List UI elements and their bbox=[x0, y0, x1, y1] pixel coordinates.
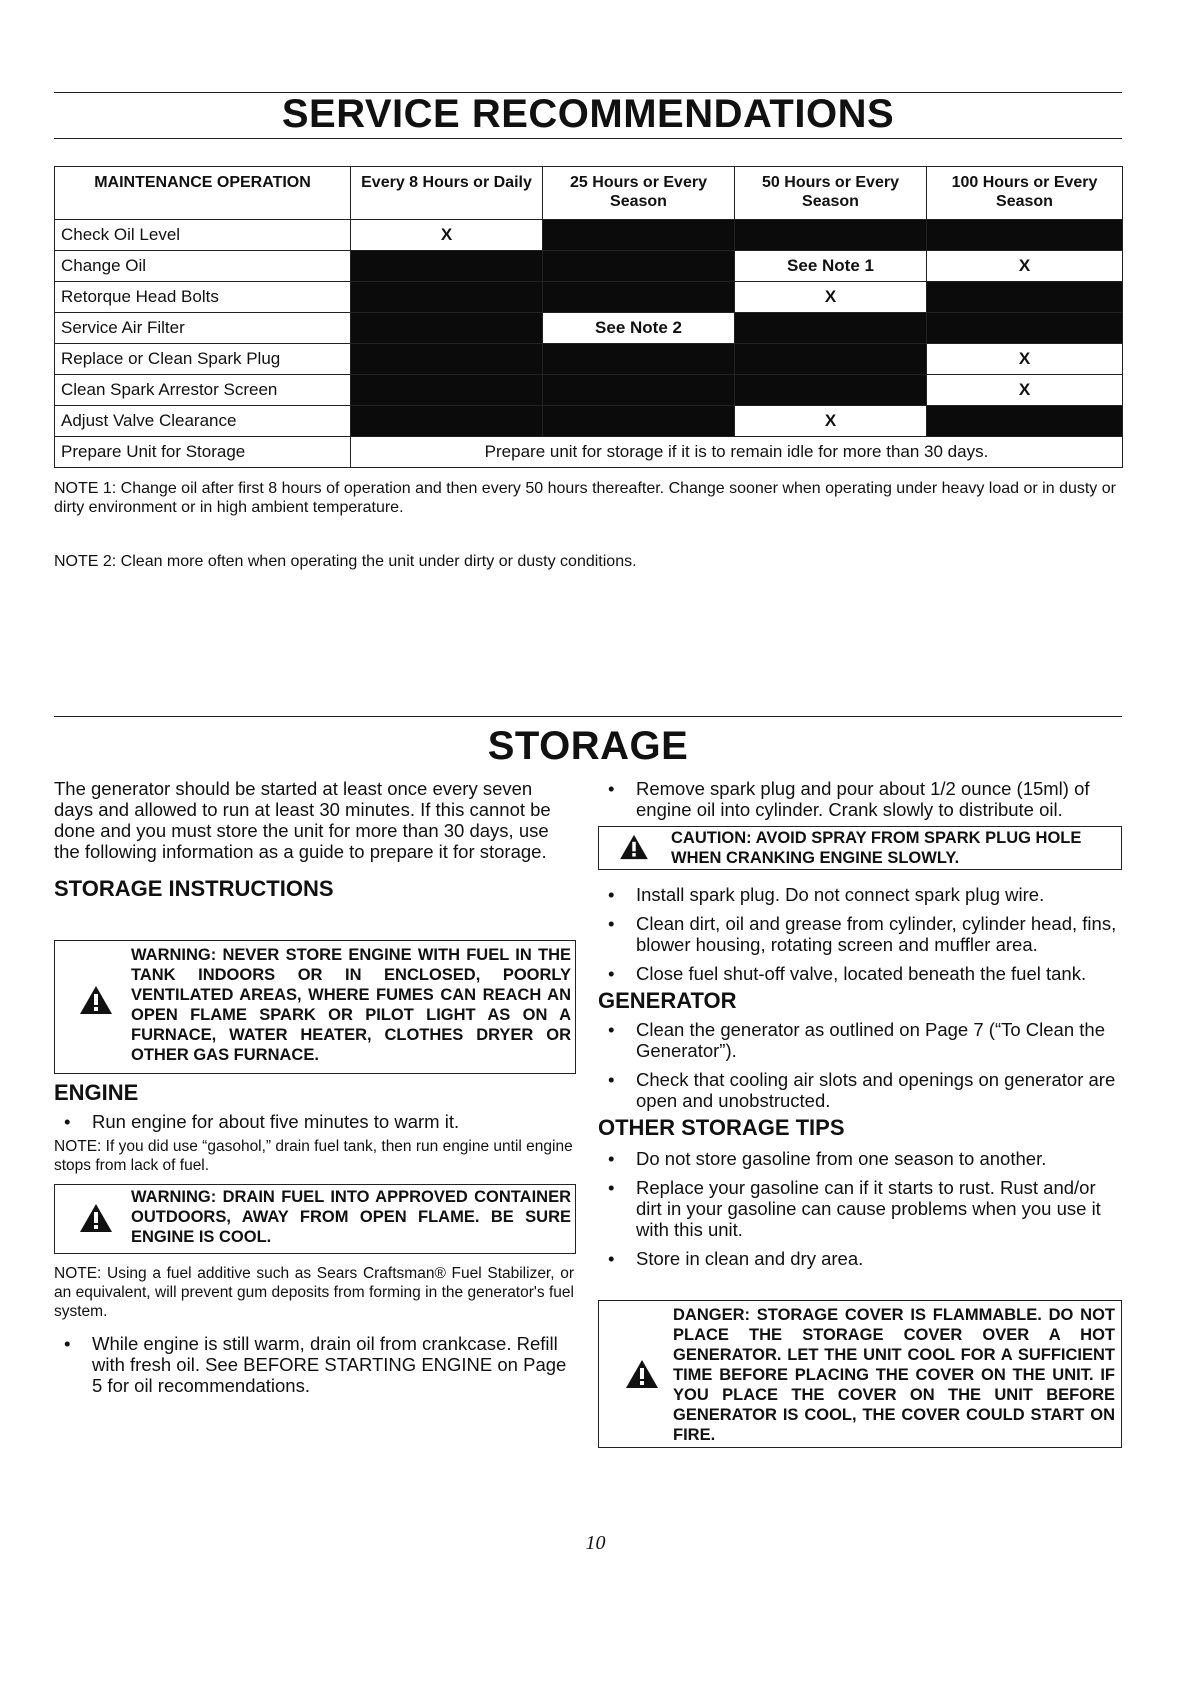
shaded-cell bbox=[927, 313, 1123, 344]
operation-cell: Change Oil bbox=[55, 251, 351, 282]
gasohol-note: NOTE: If you did use “gasohol,” drain fuel tank, then run engine until engine stops from lack of fuel. bbox=[54, 1138, 573, 1174]
shaded-cell bbox=[927, 220, 1123, 251]
danger-text: DANGER: STORAGE COVER IS FLAMMABLE. DO NOT PLACE THE STORAGE COVER OVER A HOT GENERATOR. LET THE UNIT COOL FOR A SUFFICIENT TIME BEFORE PLACING THE COVER ON THE UNIT. IF YOU PLACE THE COVER ON THE UNIT BEFORE GENERATOR IS COOL, THE COVER COULD START ON FIRE. bbox=[673, 1306, 1115, 1444]
shaded-cell bbox=[543, 251, 735, 282]
shaded-cell bbox=[543, 282, 735, 313]
warning-box-fuel-storage bbox=[54, 940, 576, 1074]
table-row bbox=[55, 375, 1123, 406]
storage-top-rule bbox=[54, 716, 1122, 717]
shaded-cell bbox=[543, 344, 735, 375]
shaded-cell bbox=[351, 375, 543, 406]
interval-cell: X bbox=[735, 282, 927, 313]
service-title: SERVICE RECOMMENDATIONS bbox=[281, 92, 895, 136]
spark-plug-bullet: • Remove spark plug and pour about 1/2 ounce (15ml) of engine oil into cylinder. Crank slowly to distribute oil. bbox=[608, 778, 1090, 820]
header-cell: MAINTENANCE OPERATION bbox=[55, 167, 351, 220]
generator-heading: GENERATOR bbox=[598, 988, 737, 1013]
clean-dirt-bullet: • Clean dirt, oil and grease from cylinder, cylinder head, fins, blower housing, rotating screen and muffler area. bbox=[608, 913, 1117, 955]
warning-text: WARNING: DRAIN FUEL INTO APPROVED CONTAINER OUTDOORS, AWAY FROM OPEN FLAME. BE SURE ENGINE IS COOL. bbox=[131, 1188, 571, 1246]
interval-cell: X bbox=[927, 344, 1123, 375]
header-cell: Every 8 Hours or Daily bbox=[351, 167, 543, 220]
tip-bullet: • Do not store gasoline from one season to another. bbox=[608, 1148, 1047, 1169]
interval-cell: X bbox=[735, 406, 927, 437]
operation-cell: Service Air Filter bbox=[55, 313, 351, 344]
other-tips-heading: OTHER STORAGE TIPS bbox=[598, 1115, 845, 1140]
table-header-row bbox=[55, 167, 1123, 220]
table-row bbox=[55, 313, 1123, 344]
shaded-cell bbox=[735, 375, 927, 406]
operation-cell: Replace or Clean Spark Plug bbox=[55, 344, 351, 375]
interval-cell: X bbox=[927, 375, 1123, 406]
tip-bullet: • Store in clean and dry area. bbox=[608, 1248, 864, 1269]
warning-triangle-icon bbox=[79, 985, 113, 1020]
tip-bullet: • Replace your gasoline can if it starts to rust. Rust and/or dirt in your gasoline can cause problems when you use it with this unit. bbox=[608, 1177, 1101, 1240]
right-column-top bbox=[598, 778, 1122, 820]
shaded-cell bbox=[543, 375, 735, 406]
shaded-cell bbox=[735, 220, 927, 251]
shaded-cell bbox=[543, 406, 735, 437]
warning-triangle-icon bbox=[625, 1359, 659, 1394]
table-row bbox=[55, 406, 1123, 437]
warning-triangle-icon bbox=[79, 1203, 113, 1238]
page-number: 10 bbox=[585, 1532, 606, 1554]
note-2: NOTE 2: Clean more often when operating the unit under dirty or dusty conditions. bbox=[54, 553, 637, 570]
shaded-cell bbox=[927, 282, 1123, 313]
storage-title: STORAGE bbox=[487, 724, 689, 768]
left-column bbox=[54, 778, 574, 899]
engine-bullet: • Run engine for about five minutes to warm it. bbox=[64, 1111, 460, 1132]
operation-cell: Retorque Head Bolts bbox=[55, 282, 351, 313]
title-underline bbox=[54, 138, 1122, 139]
table-row bbox=[55, 220, 1123, 251]
warning-triangle-icon bbox=[619, 834, 649, 865]
interval-cell: See Note 2 bbox=[543, 313, 735, 344]
shaded-cell bbox=[351, 313, 543, 344]
storage-instructions-heading: STORAGE INSTRUCTIONS bbox=[54, 876, 334, 901]
shaded-cell bbox=[351, 406, 543, 437]
interval-cell: X bbox=[927, 251, 1123, 282]
danger-box-storage-cover bbox=[598, 1300, 1122, 1448]
interval-cell: See Note 1 bbox=[735, 251, 927, 282]
warning-box-drain-fuel bbox=[54, 1184, 576, 1254]
table-row bbox=[55, 344, 1123, 375]
header-cell: 50 Hours or Every Season bbox=[735, 167, 927, 220]
header-cell: 25 Hours or Every Season bbox=[543, 167, 735, 220]
operation-cell: Adjust Valve Clearance bbox=[55, 406, 351, 437]
clean-generator-bullet: • Clean the generator as outlined on Page 7 (“To Clean the Generator”). bbox=[608, 1019, 1105, 1061]
shaded-cell bbox=[735, 313, 927, 344]
engine-section bbox=[54, 1082, 574, 1175]
drain-oil-bullet: • While engine is still warm, drain oil from crankcase. Refill with fresh oil. See BEFORE STARTING ENGINE on Page 5 for oil recommendations. bbox=[64, 1333, 567, 1396]
operation-cell: Clean Spark Arrestor Screen bbox=[55, 375, 351, 406]
install-plug-bullet: • Install spark plug. Do not connect spark plug wire. bbox=[608, 884, 1045, 905]
interval-cell: X bbox=[351, 220, 543, 251]
shaded-cell bbox=[351, 344, 543, 375]
operation-cell: Check Oil Level bbox=[55, 220, 351, 251]
fuel-valve-bullet: • Close fuel shut-off valve, located beneath the fuel tank. bbox=[608, 963, 1087, 984]
shaded-cell bbox=[735, 344, 927, 375]
additive-section bbox=[54, 1264, 574, 1396]
shaded-cell bbox=[351, 282, 543, 313]
additive-note: NOTE: Using a fuel additive such as Sears Craftsman® Fuel Stabilizer, or an equivalent, will prevent gum deposits from forming in the generator's fuel system. bbox=[54, 1265, 574, 1320]
table-row bbox=[55, 282, 1123, 313]
table-row bbox=[55, 251, 1123, 282]
storage-intro: The generator should be started at least once every seven days and allowed to run at least 30 minutes. If this cannot be done and you must store the unit for more than 30 days, use the following information as a guide to prepare it for storage. bbox=[54, 778, 551, 862]
operation-cell: Prepare Unit for Storage bbox=[55, 437, 351, 468]
storage-row-text: Prepare unit for storage if it is to remain idle for more than 30 days. bbox=[351, 437, 1123, 468]
right-column-bullets bbox=[598, 884, 1122, 1269]
engine-heading: ENGINE bbox=[54, 1080, 139, 1105]
shaded-cell bbox=[927, 406, 1123, 437]
air-slots-bullet: • Check that cooling air slots and openings on generator are open and unobstructed. bbox=[608, 1069, 1116, 1111]
header-cell: 100 Hours or Every Season bbox=[927, 167, 1123, 220]
warning-text: WARNING: NEVER STORE ENGINE WITH FUEL IN THE TANK INDOORS OR IN ENCLOSED, POORLY VENTILATED AREAS, WHERE FUMES CAN REACH AN OPEN FLAME SPARK OR PILOT LIGHT AS ON A FURNACE, WATER HEATER, CLOTHES DRYER OR OTHER GAS FURNACE. bbox=[131, 946, 571, 1064]
table-row bbox=[55, 437, 1123, 468]
service-table bbox=[54, 166, 1123, 468]
note-1: NOTE 1: Change oil after first 8 hours of operation and then every 50 hours thereafter. Change sooner when operating under heavy load or in dusty or dirty environment or in high ambient temperature. bbox=[54, 480, 1116, 516]
caution-text: CAUTION: AVOID SPRAY FROM SPARK PLUG HOLE WHEN CRANKING ENGINE SLOWLY. bbox=[671, 829, 1082, 867]
caution-box-spark-plug bbox=[598, 826, 1122, 870]
shaded-cell bbox=[543, 220, 735, 251]
shaded-cell bbox=[351, 251, 543, 282]
